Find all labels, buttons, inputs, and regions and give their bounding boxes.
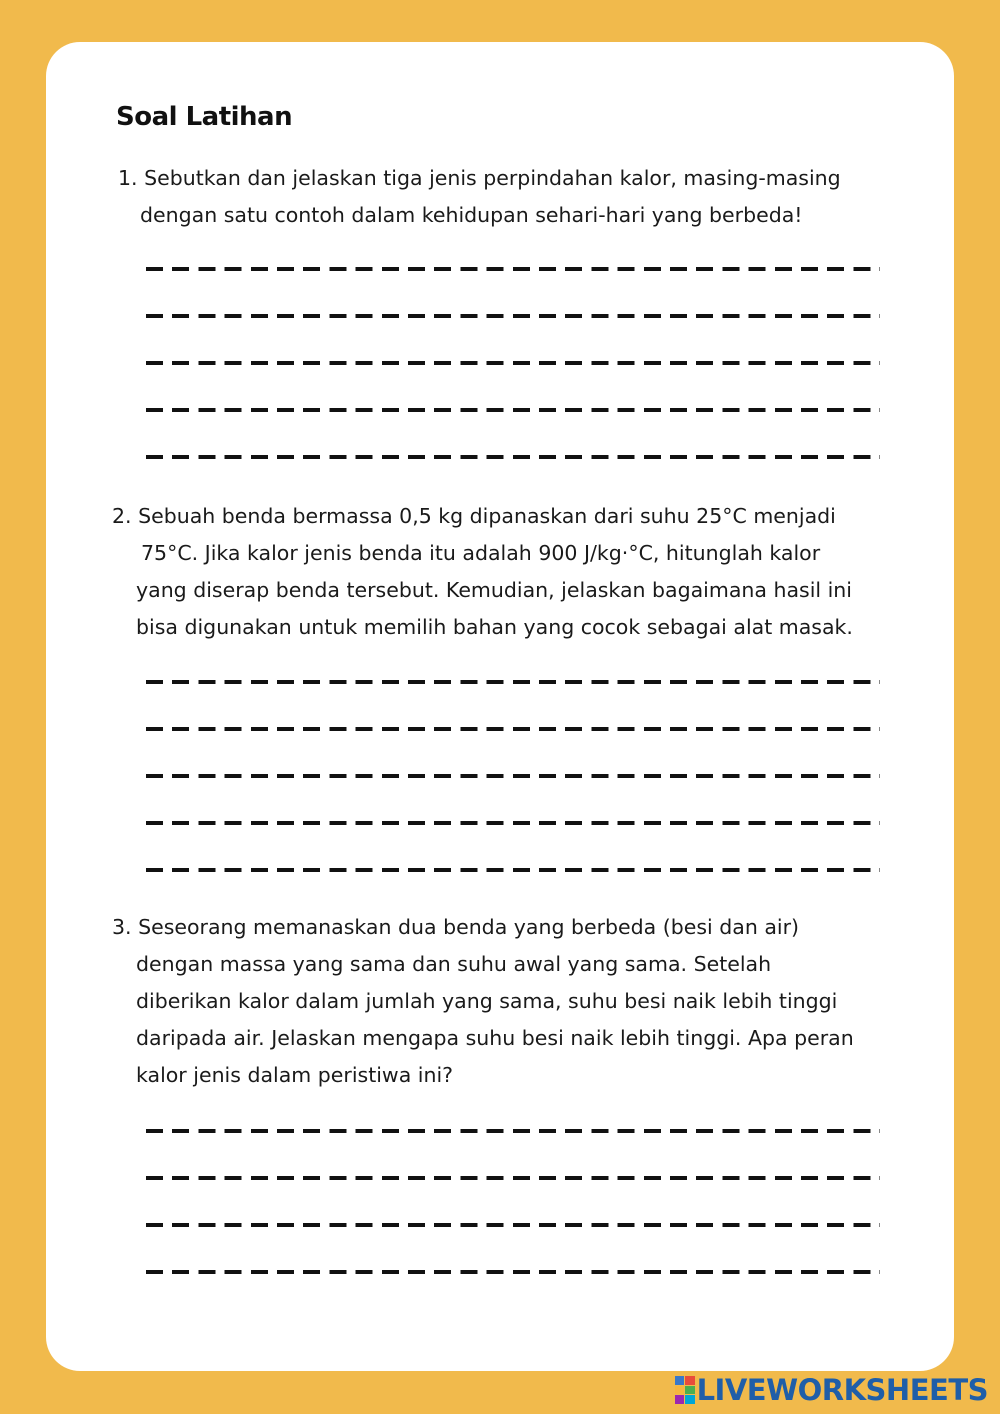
answer-line[interactable] [146,1270,880,1274]
question-text-line: 1. Sebutkan dan jelaskan tiga jenis perpindahan kalor, masing-masing [118,166,841,190]
question-text-line: 2. Sebuah benda bermassa 0,5 kg dipanaskan dari suhu 25°C menjadi [112,504,836,528]
answer-area-1[interactable] [146,267,880,459]
answer-area-3[interactable] [146,1129,880,1274]
question-1 [118,160,841,234]
question-2 [112,498,853,646]
liveworksheets-logo[interactable] [675,1372,988,1408]
answer-line[interactable] [146,727,880,731]
answer-area-2[interactable] [146,680,880,872]
answer-line[interactable] [146,1129,880,1133]
answer-line[interactable] [146,774,880,778]
logo-text: LIVEWORKSHEETS [696,1373,988,1407]
question-text-line: dengan satu contoh dalam kehidupan sehari-hari yang berbeda! [140,203,803,227]
question-text-line: daripada air. Jelaskan mengapa suhu besi naik lebih tinggi. Apa peran [136,1026,854,1050]
question-text-line: 75°C. Jika kalor jenis benda itu adalah 900 J/kg·°C, hitunglah kalor [141,541,821,565]
answer-line[interactable] [146,680,880,684]
answer-line[interactable] [146,1223,880,1227]
question-text-line: dengan massa yang sama dan suhu awal yang sama. Setelah [136,952,772,976]
worksheet-title: Soal Latihan [116,102,293,132]
answer-line[interactable] [146,267,880,271]
answer-line[interactable] [146,821,880,825]
answer-line[interactable] [146,455,880,459]
liveworksheets-logo-icon [675,1376,695,1404]
question-text-line: kalor jenis dalam peristiwa ini? [136,1063,454,1087]
question-3 [112,909,854,1094]
answer-line[interactable] [146,868,880,872]
answer-line[interactable] [146,314,880,318]
question-text-line: bisa digunakan untuk memilih bahan yang cocok sebagai alat masak. [136,615,853,639]
answer-line[interactable] [146,408,880,412]
answer-line[interactable] [146,361,880,365]
answer-line[interactable] [146,1176,880,1180]
question-text-line: diberikan kalor dalam jumlah yang sama, suhu besi naik lebih tinggi [136,989,838,1013]
question-text-line: 3. Seseorang memanaskan dua benda yang berbeda (besi dan air) [112,915,800,939]
question-text-line: yang diserap benda tersebut. Kemudian, jelaskan bagaimana hasil ini [136,578,852,602]
